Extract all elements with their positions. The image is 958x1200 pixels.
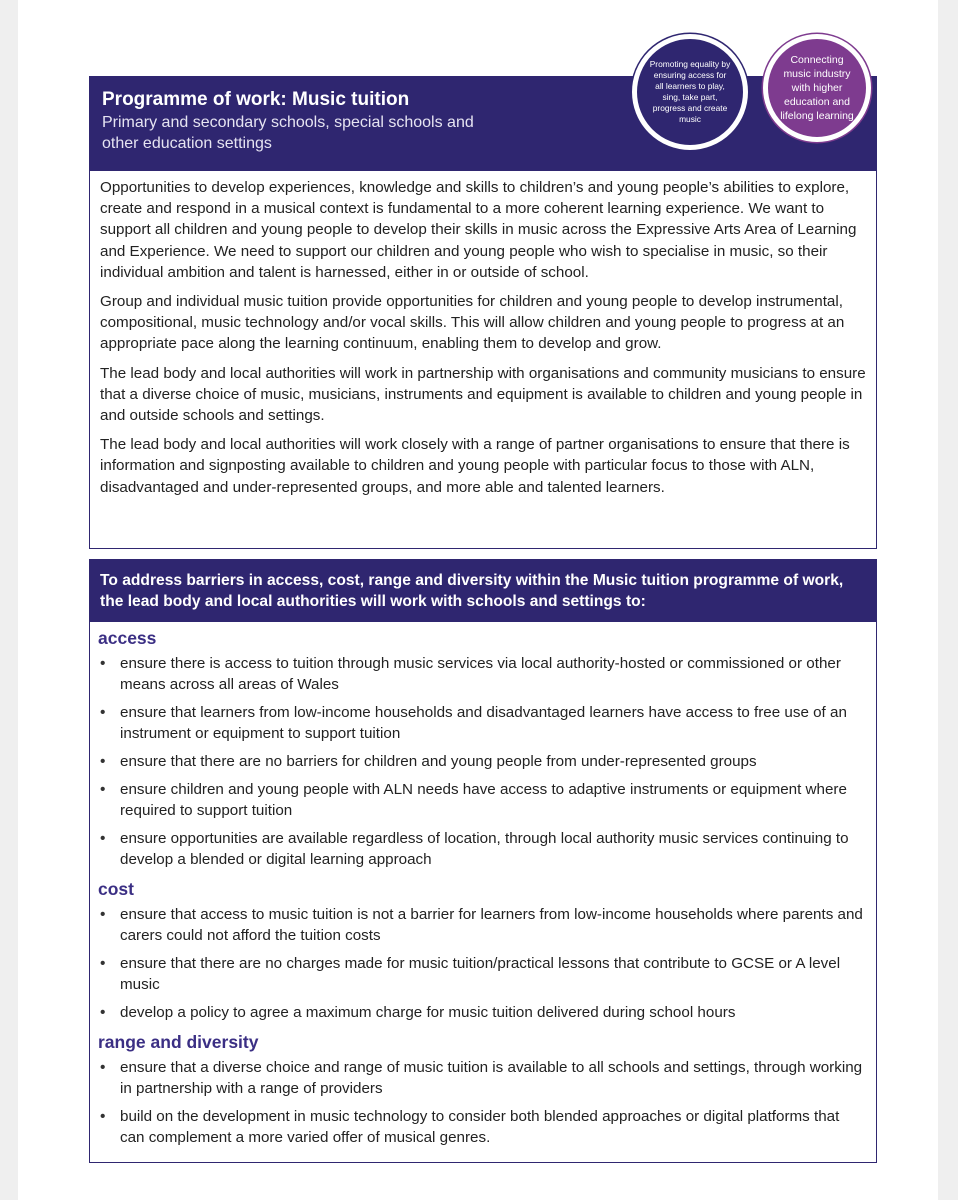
list-item bbox=[98, 1106, 866, 1148]
list-item bbox=[98, 1057, 866, 1099]
list-item-text: ensure opportunities are available regardless of location, through local authority music services continuing to develop a blended or digital learning approach bbox=[120, 830, 849, 868]
list-item bbox=[98, 828, 866, 870]
industry-badge-text: Connecting music industry with higher education and lifelong learning bbox=[780, 54, 854, 122]
programme-header bbox=[90, 77, 876, 171]
list-item-text: ensure there is access to tuition through music services via local authority-hosted or commissioned or other means across all areas of Wales bbox=[120, 655, 841, 693]
bullet-point: • bbox=[100, 781, 106, 798]
list-item bbox=[98, 653, 866, 695]
bullet-point: • bbox=[100, 830, 106, 847]
list-item-text: ensure that learners from low-income households and disadvantaged learners have access to free use of an instrument or equipment to support tuition bbox=[120, 704, 847, 742]
bullet-point: • bbox=[100, 906, 106, 923]
list-item bbox=[98, 751, 866, 772]
barriers-box bbox=[89, 559, 877, 1163]
programme-body bbox=[90, 171, 876, 498]
list-item-text: build on the development in music technology to consider both blended approaches or digital platforms that can complement a more varied offer of musical genres. bbox=[120, 1108, 840, 1146]
barriers-header: To address barriers in access, cost, range and diversity within the Music tuition programme of work, the lead body and local authorities will work with schools and settings to: bbox=[90, 560, 876, 622]
bullet-point: • bbox=[100, 704, 106, 721]
bullet-point: • bbox=[100, 1004, 106, 1021]
list-item-text: ensure that there are no charges made for music tuition/practical lessons that contribute to GCSE or A level music bbox=[120, 955, 841, 993]
list-item bbox=[98, 779, 866, 821]
cost-heading: cost bbox=[98, 879, 134, 899]
list-item bbox=[98, 702, 866, 744]
equality-badge bbox=[632, 34, 748, 150]
barriers-body bbox=[90, 622, 876, 1148]
list-item-text: ensure that there are no barriers for children and young people from under-represented groups bbox=[120, 753, 757, 770]
industry-badge bbox=[763, 34, 871, 142]
programme-subtitle: Primary and secondary schools, special schools and other education settings bbox=[102, 114, 474, 152]
equality-badge-text: Promoting equality by ensuring access for all learners to play, sing, take part, progress and create music bbox=[649, 59, 731, 124]
bullet-point: • bbox=[100, 955, 106, 972]
list-item bbox=[98, 953, 866, 995]
programme-title: Programme of work: Music tuition bbox=[102, 89, 410, 110]
bullet-point: • bbox=[100, 753, 106, 770]
list-item bbox=[98, 1002, 866, 1023]
list-item bbox=[98, 904, 866, 946]
bullet-point: • bbox=[100, 1059, 106, 1076]
programme-paragraph: Group and individual music tuition provide opportunities for children and young people to develop instrumental, compositional, music technology and/or vocal skills. This will allow children and young people to progress at an appropriate pace along the learning continuum, enabling them to develop and grow. bbox=[100, 293, 845, 353]
access-heading: access bbox=[98, 628, 157, 648]
programme-paragraph: The lead body and local authorities will work in partnership with organisations and community musicians to ensure that a diverse choice of music, musicians, instruments and equipment is available to children and young people in and outside schools and settings. bbox=[100, 364, 866, 425]
list-item-text: ensure children and young people with ALN needs have access to adaptive instruments or equipment where required to support tuition bbox=[120, 781, 847, 819]
list-item-text: ensure that a diverse choice and range of music tuition is available to all schools and settings, through working in partnership with a range of providers bbox=[120, 1059, 863, 1097]
list-item-text: ensure that access to music tuition is not a barrier for learners from low-income households where parents and carers could not afford the tuition costs bbox=[120, 906, 863, 944]
bullet-point: • bbox=[100, 655, 106, 672]
bullet-point: • bbox=[100, 1108, 106, 1125]
list-item-text: develop a policy to agree a maximum charge for music tuition delivered during school hours bbox=[120, 1004, 736, 1021]
programme-box bbox=[89, 76, 877, 549]
programme-paragraph: The lead body and local authorities will work closely with a range of partner organisations to ensure that there is information and signposting available to children and young people with particular focus to those with ALN, disadvantaged and under-represented groups, and more able and talented learners. bbox=[100, 436, 850, 496]
programme-paragraph: Opportunities to develop experiences, knowledge and skills to children’s and young people’s abilities to explore, create and respond in a musical context is fundamental to a more coherent learning experience. We want to support all children and young people to develop their skills in music across the Expressive Arts Area of Learning and Experience. We need to support our children and young people who wish to specialise in music, so their individual ambition and talent is harnessed, either in or outside of school. bbox=[100, 179, 857, 281]
range-diversity-heading: range and diversity bbox=[98, 1032, 259, 1052]
